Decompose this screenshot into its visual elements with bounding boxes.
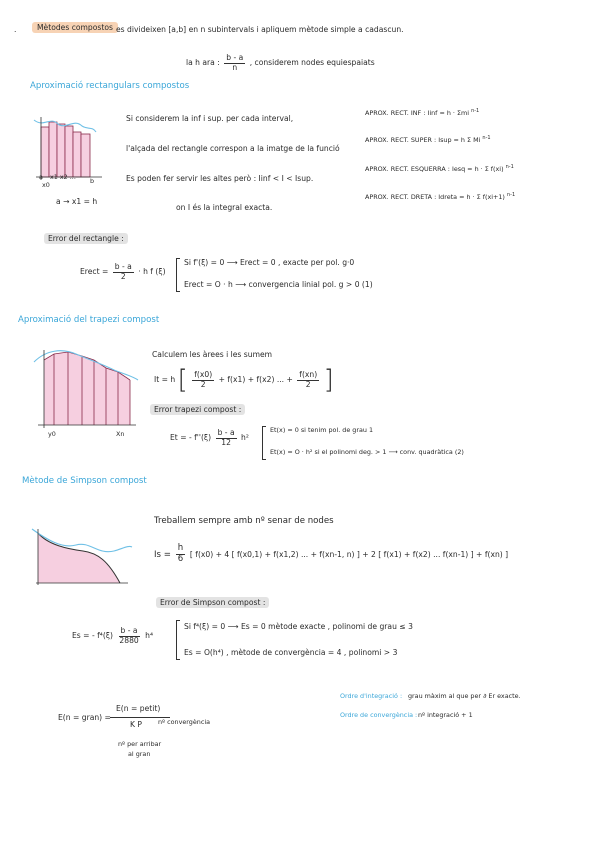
trap-line1: Calculem les àrees i les sumem [152, 350, 273, 359]
simpson-section-title: Mètode de Simpson compost [22, 476, 147, 486]
e-gran-lhs: E(n = gran) = [58, 713, 111, 722]
error-den: 2 [120, 271, 126, 281]
e-gran-k-note1: nº per arribar [118, 740, 162, 748]
bracket-close: ] [323, 365, 334, 395]
e-gran-den: K P [130, 720, 142, 729]
trap-section-title: Aproximació del trapezi compost [18, 315, 160, 325]
ordre-convergencia-label: Ordre de convergència : [340, 711, 418, 719]
trap-formula [154, 367, 334, 393]
simpson-fraction [176, 544, 185, 565]
e-gran-p-note: nº convergència [158, 718, 211, 726]
error-fraction [113, 263, 134, 281]
simpson-num: h [177, 543, 184, 553]
is-lhs: Is = [154, 549, 171, 560]
frac-f0 [192, 371, 214, 389]
e-gran-num: E(n = petit) [116, 704, 161, 713]
f0-den: 2 [200, 379, 206, 389]
trap-figure [32, 340, 142, 435]
trap-error-lhs: Et = - f''(ξ) [170, 433, 212, 443]
h-definition [186, 54, 375, 72]
formula-sup: n-1 [482, 135, 491, 141]
intro-text: es divideixen [a,b] en n subintervals i apliquem mètode simple a cadascun. [116, 25, 404, 34]
rect-formula-dreta [365, 192, 515, 201]
rect-formula-sup [365, 135, 491, 144]
trap-error-brace [262, 426, 266, 460]
h-den: n [232, 62, 238, 72]
rect-error-brace [176, 258, 180, 292]
frac-fn [297, 371, 319, 389]
rect-error-formula [80, 263, 166, 281]
formula-expr: Iesq = h · Σ f(xi) [451, 165, 504, 174]
fig-label-b: b [90, 177, 95, 185]
h-num: b - a [226, 53, 244, 62]
simpson-error-lhs: Es = - f⁴(ξ) [72, 631, 113, 641]
rect-line4: on I és la integral exacta. [176, 203, 273, 212]
simpson-line1: Treballem sempre amb nº senar de nodes [154, 516, 334, 526]
trap-error-title: Error trapezi compost : [150, 404, 245, 415]
formula-label: APROX. RECT. DRETA : [365, 193, 437, 202]
trap-error-case1: Et(x) = 0 si tenim pol. de grau 1 [270, 426, 374, 434]
rect-formula-esq [365, 164, 514, 173]
simpson-figure [28, 515, 138, 590]
h-prefix: la h ara : [186, 58, 220, 68]
formula-sup: n-1 [505, 164, 514, 170]
formula-expr: Idreta = h · Σ f(xi+1) [438, 193, 505, 202]
fn-den: 2 [305, 379, 311, 389]
simpson-error-brace [176, 620, 180, 660]
formula-expr: Iinf = h · Σmi [427, 109, 470, 118]
simpson-error-den: 2880 [119, 635, 139, 645]
formula-label: APROX. RECT. ESQUERRA : [365, 165, 450, 174]
it-mid: + f(x1) + f(x2) ... + [218, 375, 293, 384]
error-lhs: Erect = [80, 267, 109, 277]
ordre-integracio-text: grau màxim al que per ∂ Er exacte. [408, 692, 521, 700]
trap-error-formula [170, 429, 249, 447]
trap-error-case2: Et(x) = O · h² si el polinomi deg. > 1 ⟶ conv. quadràtica (2) [270, 448, 464, 456]
rect-section-title: Aproximació rectangulars compostos [30, 81, 190, 91]
it-lhs: It = h [154, 375, 176, 384]
simpson-formula [154, 544, 508, 565]
h-fraction [224, 54, 245, 72]
h-suffix: , considerem nodes equiespaiats [249, 58, 375, 68]
simpson-error-num: b - a [120, 626, 138, 635]
formula-expr: Isup = h Σ Mi [438, 136, 481, 145]
rect-line2: l'alçada del rectangle correspon a la imatge de la funció [126, 144, 340, 153]
rect-error-case2: Erect = O · h ⟶ convergencia linial pol. g > 0 (1) [184, 280, 373, 289]
simpson-error-h: h⁴ [145, 631, 154, 641]
formula-sup: n-1 [471, 108, 480, 114]
trap-error-h: h² [241, 433, 249, 443]
bullet: . [14, 25, 17, 34]
fig-label-x1x2: x1 x2 ... [50, 173, 76, 181]
bracket-open: [ [177, 365, 188, 395]
simpson-expr: [ f(x0) + 4 [ f(x0,1) + f(x1,2) ... + f(xn-1, n) ] + 2 [ f(x1) + f(x2) ... f(xn-1) ] + f(xn) ] [189, 549, 509, 559]
f0-num: f(x0) [194, 369, 213, 379]
rect-error-case1: Si f'(ξ) = 0 ⟶ Erect = 0 , exacte per pol. g·0 [184, 258, 355, 267]
rect-note: a → x1 = h [56, 197, 98, 206]
simpson-error-title: Error de Simpson compost : [156, 597, 269, 608]
trap-label-xn: Xn [116, 430, 125, 438]
rect-error-title: Error del rectangle : [44, 233, 128, 244]
rect-line1: Si considerem la inf i sup. per cada interval, [126, 114, 294, 123]
trap-error-fraction [216, 429, 237, 447]
ordre-convergencia-text: nº integració + 1 [418, 711, 473, 719]
rect-formula-inf [365, 108, 479, 117]
fig-label-x0: x0 [42, 181, 50, 189]
formula-label: APROX. RECT. SUPER : [365, 136, 437, 145]
simpson-error-formula [72, 627, 153, 645]
error-num: b - a [114, 262, 132, 271]
simpson-error-case1: Si f⁴(ξ) = 0 ⟶ Es = 0 mètode exacte , polinomi de grau ≤ 3 [184, 622, 413, 631]
trap-error-num: b - a [217, 428, 235, 437]
trap-label-y0: y0 [48, 430, 56, 438]
fn-num: f(xn) [299, 369, 318, 379]
ordre-integracio-label: Ordre d'integració : [340, 692, 403, 700]
error-factor: · h f (ξ) [138, 267, 166, 277]
fig-label-a: a [39, 173, 43, 181]
page-title: Mètodes compostos [32, 22, 118, 33]
simpson-error-case2: Es = O(h⁴) , mètode de convergència = 4 , polinomi > 3 [184, 648, 398, 657]
formula-sup: n-1 [506, 192, 516, 198]
trap-error-den: 12 [221, 437, 231, 447]
simpson-error-fraction [117, 627, 140, 645]
simpson-den: 6 [177, 553, 184, 564]
rect-line3: Es poden fer servir les altes però : Iinf < I < Isup. [126, 174, 314, 183]
e-gran-k-note2: al gran [128, 750, 151, 758]
formula-label: APROX. RECT. INF : [365, 109, 426, 118]
